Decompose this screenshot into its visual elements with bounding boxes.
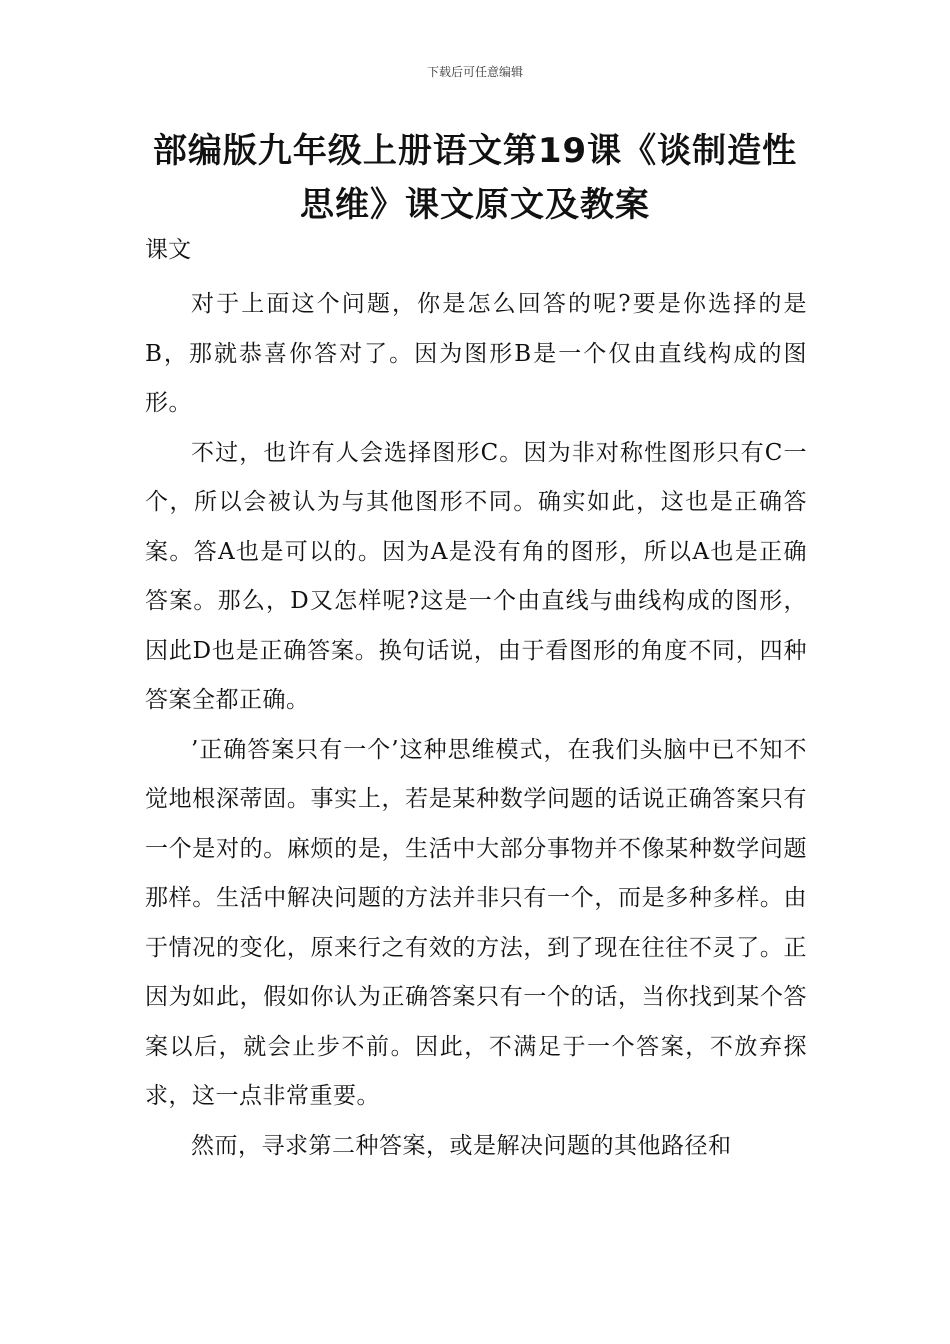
section-label: 课文 — [145, 237, 191, 263]
title-line-2: 思维》课文原文及教案 — [300, 185, 650, 225]
paragraph-4: 然而，寻求第二种答案，或是解决问题的其他路径和 — [191, 1132, 732, 1159]
document-title — [120, 124, 830, 232]
body-text — [145, 280, 807, 1171]
paragraph-3: ’正确答案只有一个’这种思维模式，在我们头脑中已不知不觉地根深蒂固。事实上，若是某种数学问题的话说正确答案只有一个是对的。麻烦的是，生活中大部分事物并不像某种数学问题那样。生活中解决问题的方法并非只有一个，而是多种多样。由于情况的变化，原来行之有效的方法，到了现在往往不灵了。正因为如此，假如你认为正确答案只有一个的话，当你找到某个答案以后，就会止步不前。因此，不满足于一个答案，不放弃探求，这一点非常重要。 — [145, 736, 807, 1109]
paragraph-2: 不过，也许有人会选择图形C。因为非对称性图形只有C一个，所以会被认为与其他图形不同。确实如此，这也是正确答案。答A也是可以的。因为A是没有角的图形，所以A也是正确答案。那么，D又怎样呢?这是一个由直线与曲线构成的图形，因此D也是正确答案。换句话说，由于看图形的角度不同，四种答案全都正确。 — [145, 439, 807, 713]
header-note: 下载后可任意编辑 — [426, 65, 523, 79]
paragraph-1: 对于上面这个问题，你是怎么回答的呢?要是你选择的是B，那就恭喜你答对了。因为图形B是一个仅由直线构成的图形。 — [145, 291, 807, 416]
title-line-1: 部编版九年级上册语文第19课《谈制造性 — [152, 131, 798, 171]
